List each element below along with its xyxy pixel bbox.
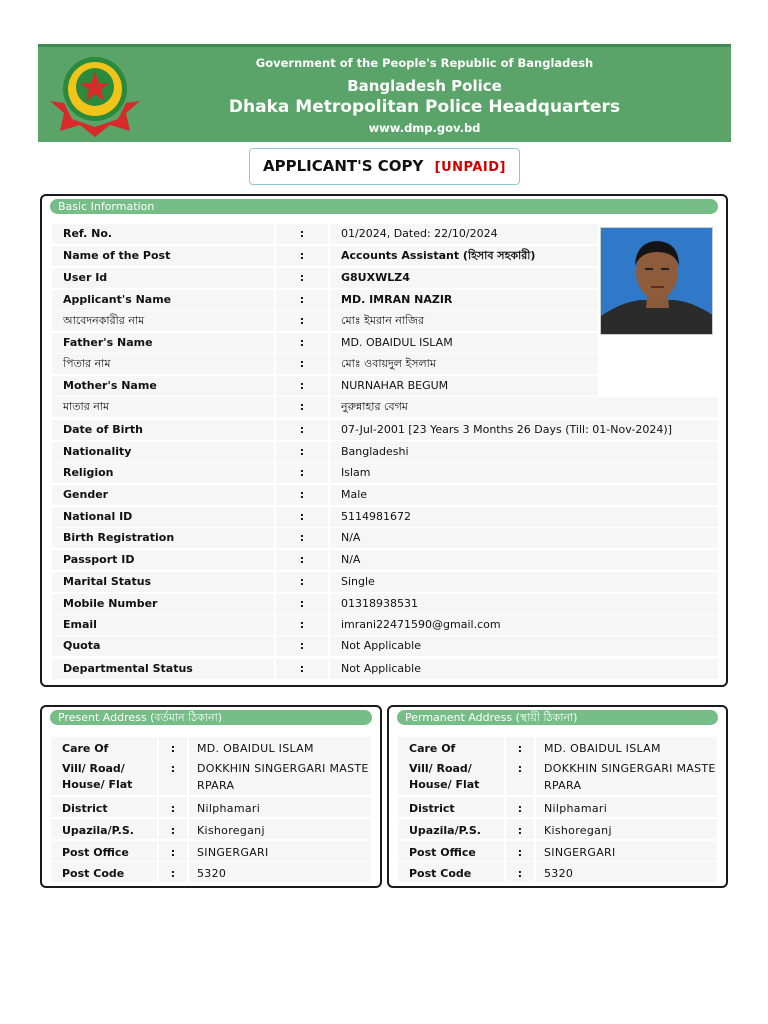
address-value: MD. OBAIDUL ISLAM <box>189 737 371 757</box>
info-value: Accounts Assistant (হিসাব সহকারী) <box>330 246 598 266</box>
colon-separator: : <box>276 507 328 527</box>
address-label: Upazila/P.S. <box>51 819 157 839</box>
person-photo-icon <box>601 228 713 335</box>
address-label: Post Code <box>398 862 504 882</box>
address-row <box>51 841 371 861</box>
info-row <box>52 420 718 441</box>
basic-information-panel <box>40 194 728 687</box>
colon-separator: : <box>276 550 328 570</box>
info-label: Mobile Number <box>52 594 274 614</box>
info-row <box>52 463 718 484</box>
colon-separator: : <box>276 485 328 505</box>
info-value: Bangladeshi <box>330 442 718 462</box>
info-value: NURNAHAR BEGUM <box>330 376 598 396</box>
info-label: আবেদনকারীর নাম <box>52 311 274 331</box>
address-label: Vill/ Road/ House/ Flat <box>398 757 504 795</box>
colon-separator: : <box>276 311 328 331</box>
info-value: Single <box>330 572 718 592</box>
colon-separator: : <box>276 376 328 396</box>
page-header <box>38 44 731 142</box>
colon-separator: : <box>276 290 328 310</box>
info-value: Not Applicable <box>330 636 718 656</box>
address-row <box>51 819 371 839</box>
address-value: 5320 <box>189 862 371 882</box>
info-value: Male <box>330 485 718 505</box>
applicant-photo <box>600 227 713 335</box>
government-title: Government of the People's Republic of Bangladesh <box>255 56 594 70</box>
colon-separator: : <box>506 841 534 861</box>
info-row <box>52 572 718 593</box>
colon-separator: : <box>159 757 187 795</box>
info-row <box>52 659 718 680</box>
info-value: 01/2024, Dated: 22/10/2024 <box>330 224 598 244</box>
info-value: মোঃ ওবায়দুল ইসলাম <box>330 354 598 374</box>
address-value: DOKKHIN SINGERGARI MASTE RPARA <box>189 757 371 795</box>
info-row <box>52 485 718 506</box>
address-row <box>398 757 717 795</box>
colon-separator: : <box>276 572 328 592</box>
colon-separator: : <box>506 819 534 839</box>
colon-separator: : <box>276 224 328 244</box>
colon-separator: : <box>159 797 187 817</box>
address-row <box>398 841 717 861</box>
colon-separator: : <box>506 797 534 817</box>
address-label: Post Office <box>51 841 157 861</box>
info-row <box>52 397 718 418</box>
colon-separator: : <box>506 737 534 757</box>
address-value: DOKKHIN SINGERGARI MASTE RPARA <box>536 757 717 795</box>
address-value: Kishoreganj <box>536 819 717 839</box>
info-label: Marital Status <box>52 572 274 592</box>
info-label: Ref. No. <box>52 224 274 244</box>
info-label: Name of the Post <box>52 246 274 266</box>
info-label: Father's Name <box>52 333 274 353</box>
address-label: District <box>398 797 504 817</box>
info-row <box>52 636 718 657</box>
colon-separator: : <box>506 862 534 882</box>
info-value: MD. IMRAN NAZIR <box>330 290 598 310</box>
info-label: পিতার নাম <box>52 354 274 374</box>
info-label: Email <box>52 615 274 635</box>
info-value: 5114981672 <box>330 507 718 527</box>
info-label: Date of Birth <box>52 420 274 440</box>
headquarters-title: Dhaka Metropolitan Police Headquarters <box>228 97 621 117</box>
info-value: imrani22471590@gmail.com <box>330 615 718 635</box>
info-row <box>52 615 718 636</box>
colon-separator: : <box>276 442 328 462</box>
address-label: Care Of <box>398 737 504 757</box>
address-label: Post Code <box>51 862 157 882</box>
address-value: Kishoreganj <box>189 819 371 839</box>
address-value: SINGERGARI <box>189 841 371 861</box>
payment-status-badge: [UNPAID] <box>434 160 506 175</box>
address-label: Care Of <box>51 737 157 757</box>
info-label: Gender <box>52 485 274 505</box>
website-link[interactable]: www.dmp.gov.bd <box>368 121 481 135</box>
address-value: SINGERGARI <box>536 841 717 861</box>
address-label: District <box>51 797 157 817</box>
info-label: Religion <box>52 463 274 483</box>
info-label: Passport ID <box>52 550 274 570</box>
info-row <box>52 594 718 615</box>
address-row <box>398 737 717 757</box>
info-row <box>52 550 718 571</box>
colon-separator: : <box>276 659 328 679</box>
colon-separator: : <box>276 594 328 614</box>
colon-separator: : <box>159 841 187 861</box>
address-value: 5320 <box>536 862 717 882</box>
info-row <box>52 354 718 375</box>
info-label: Quota <box>52 636 274 656</box>
info-value: নুরুন্নাহার বেগম <box>330 397 718 417</box>
info-value: N/A <box>330 528 718 548</box>
address-value: MD. OBAIDUL ISLAM <box>536 737 717 757</box>
info-row <box>52 528 718 549</box>
colon-separator: : <box>159 737 187 757</box>
info-value: N/A <box>330 550 718 570</box>
info-value: 01318938531 <box>330 594 718 614</box>
colon-separator: : <box>276 354 328 374</box>
colon-separator: : <box>276 246 328 266</box>
address-row <box>51 757 371 795</box>
colon-separator: : <box>276 463 328 483</box>
colon-separator: : <box>276 420 328 440</box>
info-label: User Id <box>52 268 274 288</box>
address-row <box>51 797 371 817</box>
info-label: মাতার নাম <box>52 397 274 417</box>
colon-separator: : <box>276 528 328 548</box>
info-label: Mother's Name <box>52 376 274 396</box>
info-value: Not Applicable <box>330 659 718 679</box>
info-value: মোঃ ইমরান নাজির <box>330 311 598 331</box>
colon-separator: : <box>276 333 328 353</box>
info-label: National ID <box>52 507 274 527</box>
colon-separator: : <box>276 268 328 288</box>
info-row <box>52 507 718 528</box>
info-label: Birth Registration <box>52 528 274 548</box>
address-label: Upazila/P.S. <box>398 819 504 839</box>
permanent-address-panel <box>387 705 728 888</box>
address-value: Nilphamari <box>536 797 717 817</box>
info-label: Departmental Status <box>52 659 274 679</box>
info-value: G8UXWLZ4 <box>330 268 598 288</box>
colon-separator: : <box>159 819 187 839</box>
address-value: Nilphamari <box>189 797 371 817</box>
info-label: Nationality <box>52 442 274 462</box>
info-row <box>52 442 718 463</box>
panel-title: Basic Information <box>50 199 718 214</box>
copy-title: APPLICANT'S COPY <box>263 157 424 175</box>
info-label: Applicant's Name <box>52 290 274 310</box>
colon-separator: : <box>506 757 534 795</box>
info-value: 07-Jul-2001 [23 Years 3 Months 26 Days (Till: 01-Nov-2024)] <box>330 420 718 440</box>
colon-separator: : <box>276 615 328 635</box>
present-address-panel <box>40 705 382 888</box>
info-value: MD. OBAIDUL ISLAM <box>330 333 598 353</box>
colon-separator: : <box>159 862 187 882</box>
panel-title: Present Address (বর্তমান ঠিকানা) <box>50 710 372 725</box>
address-label: Vill/ Road/ House/ Flat <box>51 757 157 795</box>
address-label: Post Office <box>398 841 504 861</box>
address-row <box>398 862 717 882</box>
panel-title: Permanent Address (স্থায়ী ঠিকানা) <box>397 710 718 725</box>
address-row <box>398 797 717 817</box>
address-row <box>398 819 717 839</box>
applicant-copy-heading <box>249 148 520 185</box>
address-row <box>51 862 371 882</box>
info-row <box>52 333 718 354</box>
department-title: Bangladesh Police <box>347 77 502 95</box>
info-value: Islam <box>330 463 718 483</box>
info-row <box>52 376 718 397</box>
colon-separator: : <box>276 397 328 417</box>
address-row <box>51 737 371 757</box>
colon-separator: : <box>276 636 328 656</box>
